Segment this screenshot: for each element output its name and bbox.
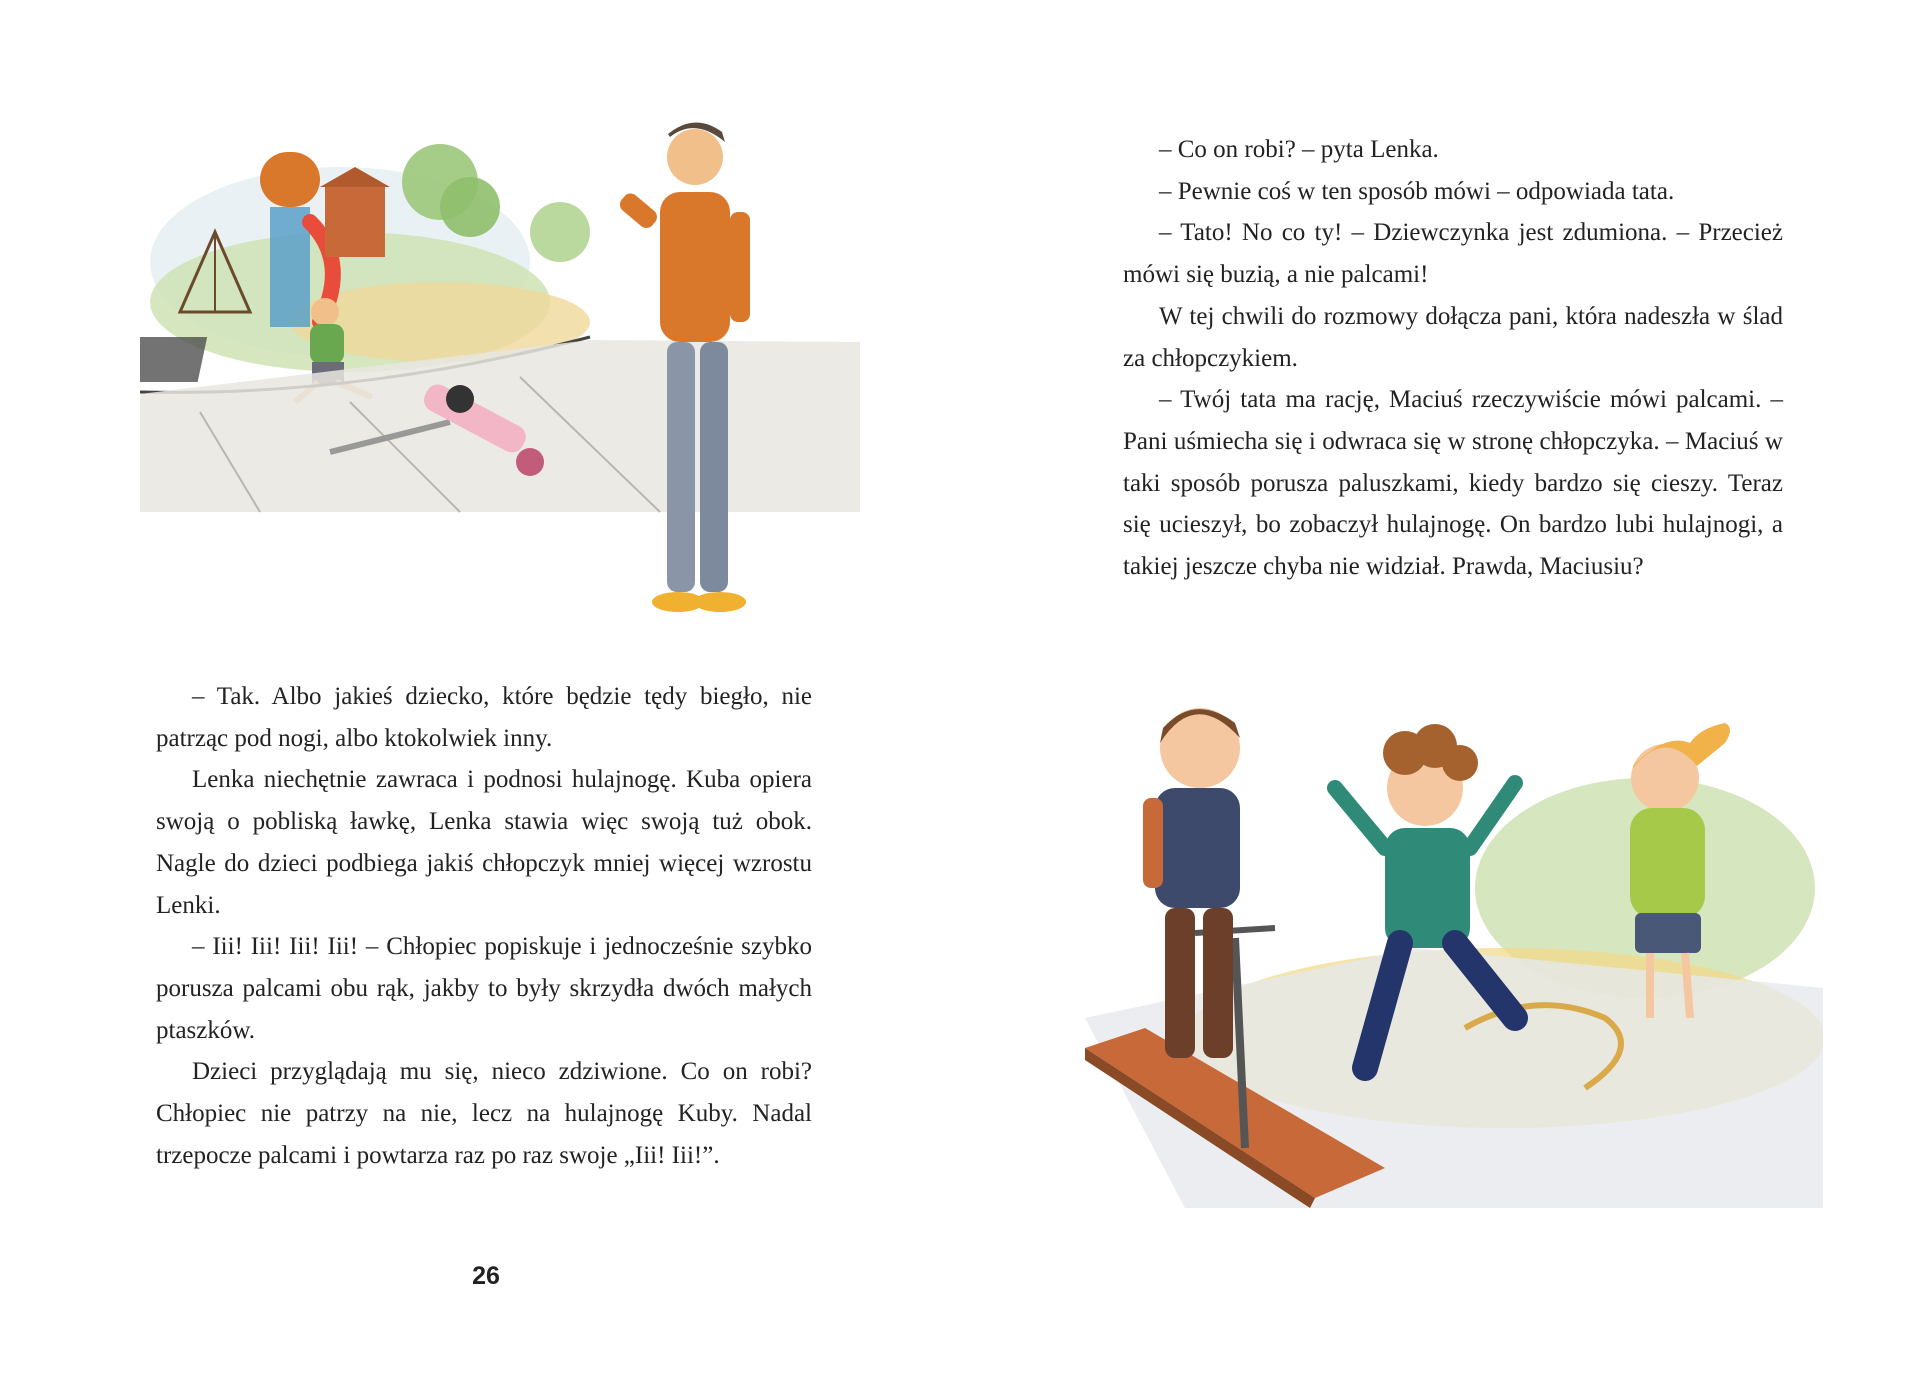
paragraph: – Co on robi? – pyta Lenka. [1159,136,1439,163]
page-number: 26 [472,1262,500,1290]
paragraph: Lenka niechętnie zawraca i podnosi hulajnogę. Kuba opiera swoją o pobliską ławkę, Lenka stawia więc swoją tuż obok. Nagle do dzieci podbiega jakiś chłopczyk mniej więcej wzrostu Lenki. [156,766,812,919]
paragraph: – Iii! Iii! Iii! Iii! – Chłopiec popiskuje i jednocześnie szybko porusza palcami obu rąk, jakby to były skrzydła dwóch małych ptaszków. [156,933,812,1044]
paragraph: – Twój tata ma rację, Maciuś rzeczywiście mówi palcami. – Pani uśmiecha się i odwraca się w stronę chłopczyka. – Maciuś w taki sposób porusza paluszkami, kiedy bardzo się cieszy. Teraz się ucieszył, bo zobaczył hulajnogę. On bardzo lubi hulajnogi, a takiej jeszcze chyba nie widział. Prawda, Maciusiu? [1123,386,1783,581]
paragraph: – Pewnie coś w ten sposób mówi – odpowiada tata. [1159,177,1675,205]
right-page-text [1123,129,1783,588]
paragraph: W tej chwili do rozmowy dołącza pani, która nadeszła w ślad za chłopczykiem. [1123,302,1783,372]
left-page [0,0,960,1388]
left-page-text [156,676,812,1176]
paragraph: – Tato! No co ty! – Dziewczynka jest zdumiona. – Przecież mówi się buzią, a nie palcami! [1123,219,1783,289]
children-illustration [1085,688,1823,1208]
paragraph: – Tak. Albo jakieś dziecko, które będzie tędy biegło, nie patrząc pod nogi, albo ktokolwiek inny. [156,683,812,752]
paragraph: Dzieci przyglądają mu się, nieco zdziwione. Co on robi? Chłopiec nie patrzy na nie, lecz na hulajnogę Kuby. Nadal trzepocze palcami i powtarza raz po raz swoje „Iii! Iii!”. [156,1058,812,1169]
playground-illustration [140,112,860,632]
